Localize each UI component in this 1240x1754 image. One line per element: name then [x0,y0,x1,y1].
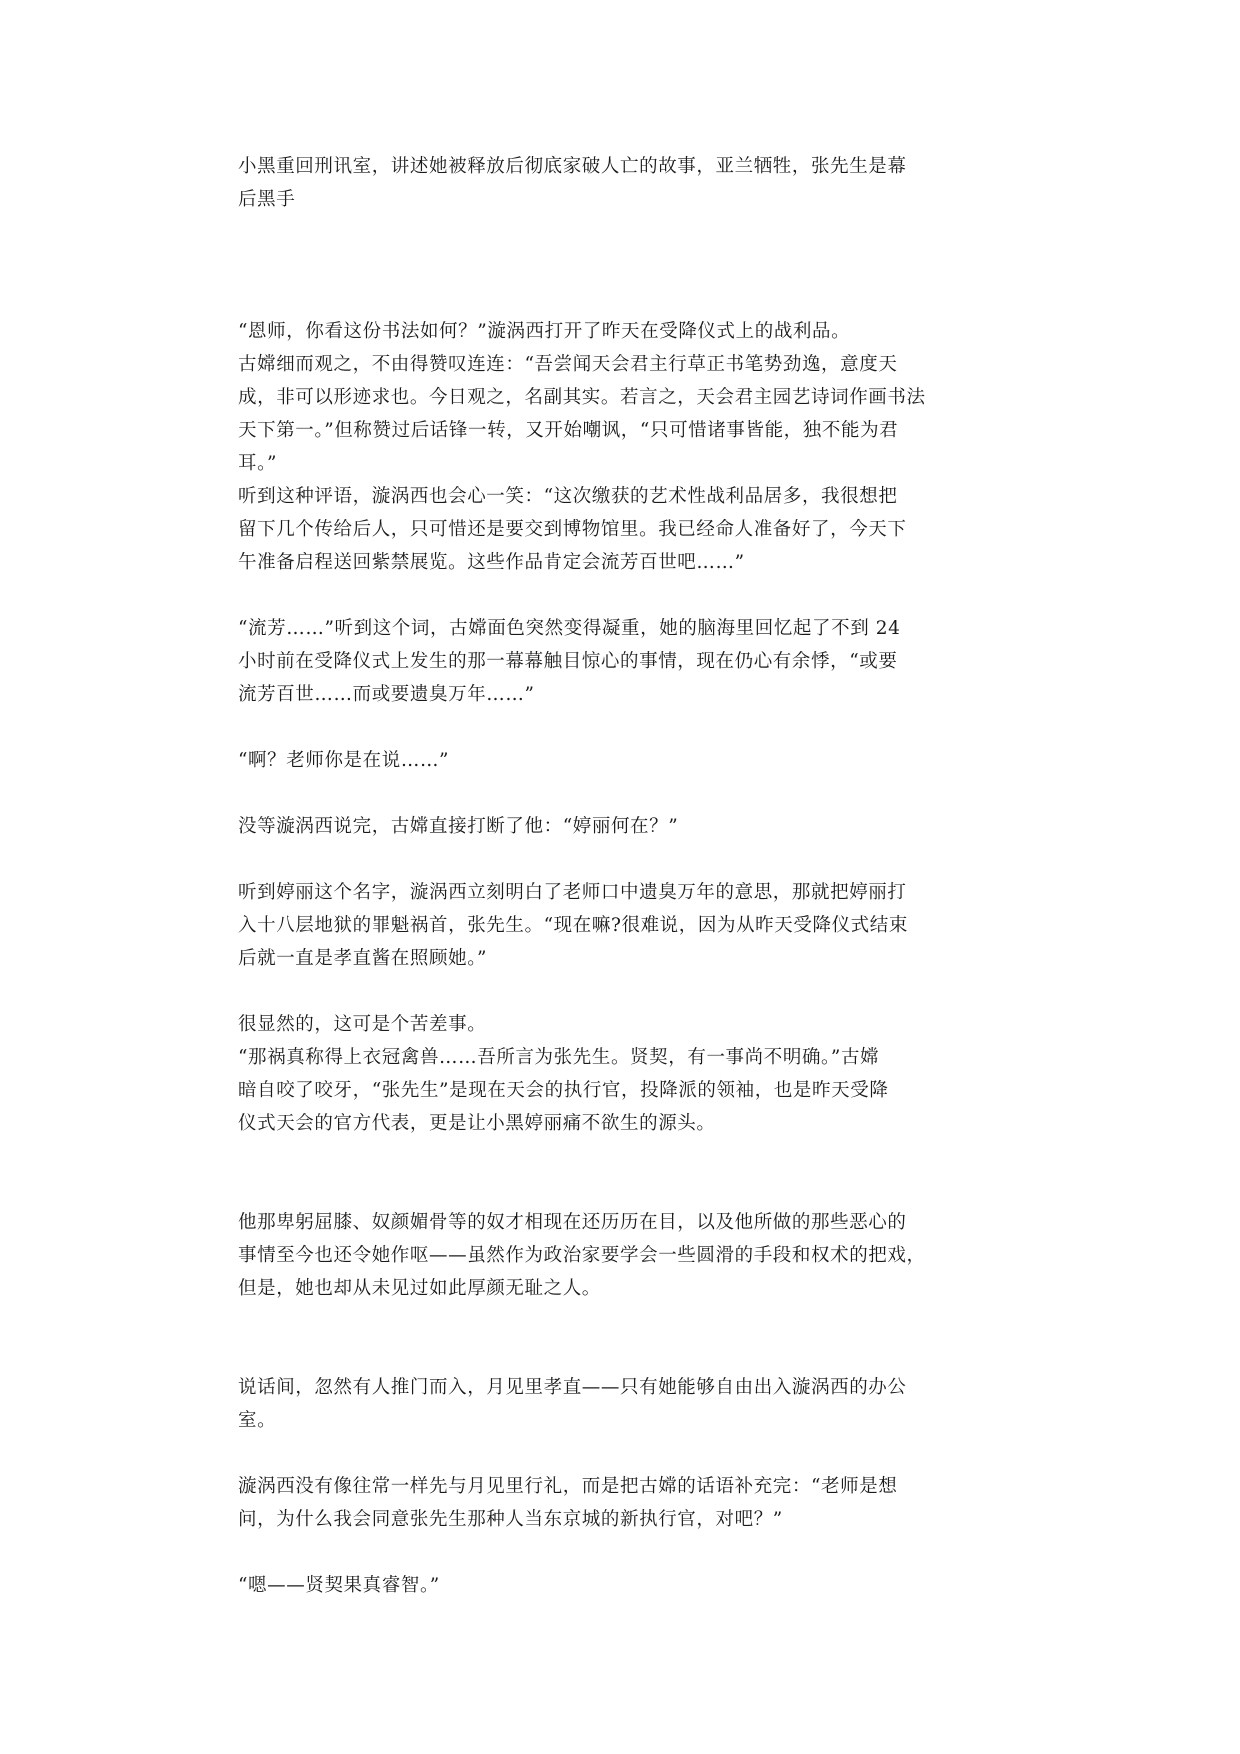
text-line: 入十八层地狱的罪魁祸首，张先生。“现在嘛?很难说，因为从昨天受降仪式结束 [238,915,908,936]
text-line: 没等漩涡西说完，古嫦直接打断了他：“婷丽何在？” [238,816,679,837]
text-line: 但是，她也却从未见过如此厚颜无耻之人。 [238,1278,601,1299]
paragraph-9 [238,1470,1013,1536]
text-line: 很显然的，这可是个苦差事。 [238,1014,487,1035]
paragraph-5 [238,876,1013,975]
spacer [238,579,1013,612]
text-line: 耳。” [238,453,278,474]
text-line: 午准备启程送回紫禁展览。这些作品肯定会流芳百世吧……” [238,552,745,573]
text-line: 小时前在受降仪式上发生的那一幕幕触目惊心的事情，现在仍心有余悸，“或要 [238,651,898,672]
spacer [238,1536,1013,1569]
text-line: 留下几个传给后人，只可惜还是要交到博物馆里。我已经命人准备好了，今天下 [238,519,907,540]
spacer [238,1305,1013,1371]
paragraph-7 [238,1206,1013,1305]
spacer [238,711,1013,744]
document-body [238,150,1013,1602]
spacer [238,1437,1013,1470]
paragraph-3 [238,744,1013,777]
text-line: “啊？老师你是在说……” [238,750,450,771]
paragraph-2 [238,612,1013,711]
text-line: 天下第一。”但称赞过后话锋一转，又开始嘲讽，“只可惜诸事皆能，独不能为君 [238,420,899,441]
text-line: 问，为什么我会同意张先生那种人当东京城的新执行官，对吧？” [238,1509,783,1530]
paragraph-1 [238,315,1013,579]
paragraph-8 [238,1371,1013,1437]
text-line: 听到这种评语，漩涡西也会心一笑：“这次缴获的艺术性战利品居多，我很想把 [238,486,898,507]
spacer [238,777,1013,810]
text-line: 小黑重回刑讯室，讲述她被释放后彻底家破人亡的故事，亚兰牺牲，张先生是幕 [238,156,907,177]
spacer [238,1140,1013,1206]
paragraph-10 [238,1569,1013,1602]
text-line: 说话间，忽然有人推门而入，月见里孝直——只有她能够自由出入漩涡西的办公 [238,1377,907,1398]
text-line: “恩师，你看这份书法如何？”漩涡西打开了昨天在受降仪式上的战利品。 [238,321,851,342]
spacer [238,843,1013,876]
text-line: “嗯——贤契果真睿智。” [238,1575,440,1596]
text-line: 成，非可以形迹求也。今日观之，名副其实。若言之，天会君主园艺诗词作画书法 [238,387,926,408]
text-line: 他那卑躬屈膝、奴颜媚骨等的奴才相现在还历历在目，以及他所做的那些恶心的 [238,1212,907,1233]
paragraph-4 [238,810,1013,843]
text-line: 仪式天会的官方代表，更是让小黑婷丽痛不欲生的源头。 [238,1113,716,1134]
text-line: 暗自咬了咬牙，“张先生”是现在天会的执行官，投降派的领袖，也是昨天受降 [238,1080,889,1101]
text-line: 流芳百世……而或要遗臭万年……” [238,684,535,705]
text-line: 漩涡西没有像往常一样先与月见里行礼，而是把古嫦的话语补充完：“老师是想 [238,1476,898,1497]
spacer [238,975,1013,1008]
summary-paragraph [238,150,1013,216]
text-line: 事情至今也还令她作呕——虽然作为政治家要学会一些圆滑的手段和权术的把戏， [238,1245,926,1266]
text-line: 听到婷丽这个名字，漩涡西立刻明白了老师口中遗臭万年的意思，那就把婷丽打 [238,882,907,903]
text-line: “那祸真称得上衣冠禽兽……吾所言为张先生。贤契，有一事尚不明确。”古嫦 [238,1047,880,1068]
text-line: 室。 [238,1410,277,1431]
text-line: 后就一直是孝直酱在照顾她。” [238,948,488,969]
spacer [238,216,1013,315]
text-line: 古嫦细而观之，不由得赞叹连连：“吾尝闻天会君主行草正书笔势劲逸，意度天 [238,354,898,375]
paragraph-6 [238,1008,1013,1140]
text-line: “流芳……”听到这个词，古嫦面色突然变得凝重，她的脑海里回忆起了不到 24 [238,618,901,639]
text-line: 后黑手 [238,189,296,210]
